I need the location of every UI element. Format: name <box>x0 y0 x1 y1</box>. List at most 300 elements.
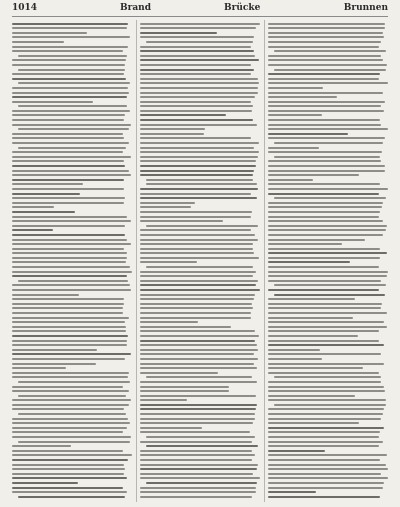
text-line <box>12 36 130 38</box>
text-line <box>140 92 258 94</box>
text-line <box>268 390 385 392</box>
text-line <box>274 284 386 286</box>
text-line <box>268 225 387 227</box>
text-line <box>268 386 384 388</box>
text-line <box>140 372 218 374</box>
text-line <box>146 266 253 268</box>
text-line <box>12 197 125 199</box>
text-line <box>12 317 129 319</box>
text-line <box>140 36 254 38</box>
text-line <box>12 335 128 337</box>
text-line <box>268 450 325 452</box>
text-line <box>140 220 223 222</box>
text-line <box>268 326 387 328</box>
text-line <box>12 101 93 103</box>
text-line <box>268 234 383 236</box>
running-head-center: Brücke <box>224 3 261 13</box>
text-line <box>140 280 258 282</box>
text-line <box>140 335 259 337</box>
text-line <box>140 422 253 424</box>
text-line <box>18 381 130 383</box>
text-line <box>268 298 355 300</box>
text-line <box>268 431 380 433</box>
text-line <box>268 55 381 57</box>
text-line <box>12 284 130 286</box>
text-line <box>140 257 259 259</box>
text-line <box>274 142 383 144</box>
text-line <box>268 349 320 351</box>
text-line <box>12 326 126 328</box>
text-line <box>12 165 125 167</box>
text-line <box>12 23 128 25</box>
text-line <box>140 202 195 204</box>
text-line <box>140 459 252 461</box>
text-line <box>12 372 129 374</box>
text-line <box>268 464 386 466</box>
text-line <box>140 87 258 89</box>
text-line <box>268 445 379 447</box>
text-line <box>12 64 125 66</box>
text-line <box>268 151 382 153</box>
text-line <box>268 114 322 116</box>
text-line <box>140 358 258 360</box>
running-head-right: Brunnen <box>343 3 388 13</box>
text-line <box>12 477 127 479</box>
text-line <box>140 78 258 80</box>
text-line <box>12 353 131 355</box>
text-line <box>140 399 187 401</box>
text-line <box>12 404 129 406</box>
text-line <box>268 358 322 360</box>
text-line <box>268 261 350 263</box>
text-line <box>268 119 380 121</box>
text-line <box>12 367 66 369</box>
text-line <box>140 468 257 470</box>
text-line <box>12 46 128 48</box>
text-line <box>12 78 126 80</box>
text-line <box>12 248 124 250</box>
text-line <box>12 431 123 433</box>
text-line <box>18 105 127 107</box>
text-line <box>140 312 251 314</box>
text-line <box>140 363 254 365</box>
text-line <box>268 344 384 346</box>
text-line <box>140 450 252 452</box>
text-line <box>268 321 384 323</box>
text-line <box>12 92 129 94</box>
text-column-left <box>12 20 132 502</box>
text-line <box>12 450 123 452</box>
text-line <box>140 137 251 139</box>
text-line <box>12 445 71 447</box>
text-line <box>140 239 258 241</box>
text-line <box>12 188 124 190</box>
text-line <box>12 473 124 475</box>
text-line <box>140 487 256 489</box>
text-line <box>146 179 253 181</box>
text-line <box>140 82 259 84</box>
text-line <box>12 27 127 29</box>
text-line <box>140 59 259 61</box>
text-line <box>140 147 254 149</box>
text-line <box>268 220 383 222</box>
text-line <box>268 413 383 415</box>
text-line <box>146 376 252 378</box>
text-line <box>140 23 260 25</box>
text-line <box>12 170 129 172</box>
text-line <box>12 243 131 245</box>
text-line <box>140 294 255 296</box>
text-line <box>140 284 256 286</box>
page-number: 1014 <box>12 3 38 13</box>
text-line <box>12 349 97 351</box>
text-line <box>12 294 79 296</box>
text-line <box>268 307 381 309</box>
text-line <box>140 317 251 319</box>
running-head-left: Brand <box>120 3 152 13</box>
text-line <box>268 216 379 218</box>
text-line <box>140 160 256 162</box>
text-line <box>12 454 132 456</box>
column-divider <box>136 20 137 502</box>
text-line <box>140 413 255 415</box>
text-line <box>268 441 383 443</box>
text-line <box>140 110 252 112</box>
text-line <box>140 321 198 323</box>
text-line <box>140 64 251 66</box>
text-line <box>268 496 380 498</box>
text-line <box>12 464 124 466</box>
text-line <box>268 73 380 75</box>
text-line <box>146 41 253 43</box>
text-line <box>12 151 123 153</box>
text-line <box>274 50 386 52</box>
text-line <box>268 41 381 43</box>
text-line <box>268 317 353 319</box>
text-line <box>268 206 382 208</box>
text-line <box>12 73 124 75</box>
text-line <box>140 73 251 75</box>
text-line <box>140 211 252 213</box>
text-line <box>12 114 125 116</box>
text-line <box>268 124 381 126</box>
text-line <box>268 468 388 470</box>
text-line <box>268 280 381 282</box>
text-line <box>12 307 123 309</box>
text-line <box>140 142 259 144</box>
text-line <box>12 422 130 424</box>
text-line <box>268 101 385 103</box>
text-line <box>268 188 388 190</box>
text-line <box>12 50 123 52</box>
text-line <box>12 220 131 222</box>
text-line <box>268 170 385 172</box>
text-line <box>268 229 386 231</box>
text-line <box>146 436 255 438</box>
text-line <box>140 119 253 121</box>
text-line <box>12 468 125 470</box>
text-line <box>140 105 253 107</box>
text-line <box>140 349 258 351</box>
text-line <box>140 491 256 493</box>
text-line <box>12 408 124 410</box>
text-line <box>12 32 87 34</box>
text-line <box>140 298 254 300</box>
text-line <box>140 96 255 98</box>
text-line <box>268 353 381 355</box>
text-line <box>18 413 126 415</box>
text-line <box>12 252 127 254</box>
text-line <box>140 124 257 126</box>
text-line <box>18 69 125 71</box>
text-line <box>12 427 127 429</box>
text-line <box>268 399 386 401</box>
text-line <box>268 165 385 167</box>
text-line <box>12 160 124 162</box>
text-line <box>140 261 197 263</box>
text-line <box>140 206 191 208</box>
text-line <box>268 372 379 374</box>
text-line <box>268 257 380 259</box>
text-line <box>140 46 251 48</box>
text-line <box>274 197 386 199</box>
text-line <box>12 133 123 135</box>
text-line <box>12 289 131 291</box>
text-line <box>268 330 379 332</box>
text-line <box>12 156 131 158</box>
text-line <box>268 59 383 61</box>
text-line <box>12 459 128 461</box>
text-line <box>268 491 316 493</box>
text-line <box>18 395 126 397</box>
text-line <box>268 202 383 204</box>
text-line <box>18 441 130 443</box>
text-line <box>268 252 387 254</box>
text-line <box>12 124 131 126</box>
text-line <box>268 340 379 342</box>
text-line <box>140 50 254 52</box>
text-line <box>274 376 381 378</box>
text-line <box>268 487 383 489</box>
text-line <box>12 261 126 263</box>
text-line <box>12 110 130 112</box>
text-line <box>140 418 255 420</box>
text-line <box>268 87 323 89</box>
text-line <box>268 137 385 139</box>
text-line <box>12 174 131 176</box>
text-line <box>140 367 257 369</box>
text-line <box>146 445 258 447</box>
text-line <box>140 289 260 291</box>
text-line <box>268 92 383 94</box>
text-line <box>268 436 379 438</box>
text-line <box>140 303 252 305</box>
text-line <box>140 390 229 392</box>
text-line <box>268 312 387 314</box>
text-line <box>140 464 258 466</box>
text-line <box>140 275 253 277</box>
text-line <box>268 367 363 369</box>
text-line <box>268 271 388 273</box>
text-line <box>140 427 202 429</box>
text-line <box>146 482 257 484</box>
header-rule <box>12 16 388 17</box>
text-line <box>268 96 337 98</box>
text-line <box>146 183 257 185</box>
text-line <box>274 404 386 406</box>
text-line <box>12 271 132 273</box>
text-line <box>12 298 124 300</box>
text-line <box>12 142 129 144</box>
text-line <box>140 473 253 475</box>
running-head <box>12 3 388 17</box>
text-line <box>140 193 251 195</box>
text-line <box>140 330 255 332</box>
text-line <box>12 363 96 365</box>
text-line <box>12 275 127 277</box>
text-line <box>140 248 253 250</box>
text-line <box>268 248 380 250</box>
text-line <box>12 41 64 43</box>
text-line <box>140 165 256 167</box>
text-line <box>268 427 384 429</box>
text-line <box>274 294 385 296</box>
text-line <box>12 436 131 438</box>
text-line <box>140 128 205 130</box>
text-line <box>12 225 125 227</box>
text-line <box>18 280 128 282</box>
text-line <box>12 59 126 61</box>
text-line <box>12 418 128 420</box>
text-line <box>274 156 380 158</box>
text-line <box>140 170 254 172</box>
text-line <box>268 459 380 461</box>
text-line <box>18 496 125 498</box>
text-line <box>12 491 127 493</box>
text-line <box>140 431 250 433</box>
text-line <box>12 211 75 213</box>
text-line <box>12 234 125 236</box>
text-line <box>12 399 131 401</box>
text-line <box>12 137 124 139</box>
text-line <box>146 225 258 227</box>
text-line <box>268 174 359 176</box>
text-line <box>140 133 204 135</box>
text-line <box>268 418 381 420</box>
text-line <box>140 404 257 406</box>
text-line <box>140 27 256 29</box>
text-line <box>140 326 231 328</box>
text-line <box>140 69 254 71</box>
text-line <box>140 271 256 273</box>
text-line <box>268 335 358 337</box>
text-line <box>12 96 127 98</box>
text-line <box>268 303 382 305</box>
text-line <box>268 477 388 479</box>
text-line <box>140 151 259 153</box>
text-line <box>140 441 252 443</box>
text-line <box>12 330 126 332</box>
text-column-right <box>268 20 388 502</box>
text-line <box>140 234 255 236</box>
text-line <box>18 82 130 84</box>
text-line <box>268 133 348 135</box>
text-line <box>18 147 126 149</box>
text-line <box>268 160 381 162</box>
text-line <box>12 321 125 323</box>
text-line <box>12 257 127 259</box>
text-line <box>268 454 387 456</box>
text-line <box>268 105 381 107</box>
text-line <box>268 27 385 29</box>
text-line <box>140 477 260 479</box>
text-line <box>268 243 342 245</box>
text-line <box>268 179 313 181</box>
text-line <box>140 252 254 254</box>
text-line <box>274 69 386 71</box>
text-line <box>12 183 83 185</box>
text-line <box>140 454 255 456</box>
text-line <box>12 239 127 241</box>
text-line <box>268 289 379 291</box>
text-line <box>268 473 381 475</box>
text-line <box>268 46 379 48</box>
text-line <box>268 82 388 84</box>
text-line <box>12 312 123 314</box>
text-line <box>140 32 217 34</box>
text-line <box>12 202 124 204</box>
text-line <box>140 386 229 388</box>
text-line <box>12 482 78 484</box>
text-line <box>268 211 380 213</box>
text-line <box>268 147 319 149</box>
text-line <box>140 395 256 397</box>
text-line <box>268 363 384 365</box>
text-line <box>12 386 123 388</box>
text-line <box>140 229 251 231</box>
text-line <box>12 206 54 208</box>
text-line <box>140 197 257 199</box>
text-line <box>140 496 252 498</box>
text-line <box>268 482 384 484</box>
text-line <box>268 193 379 195</box>
text-line <box>140 174 253 176</box>
text-line <box>268 128 388 130</box>
text-line <box>18 128 129 130</box>
text-line <box>268 275 387 277</box>
text-line <box>268 64 387 66</box>
text-line <box>12 358 125 360</box>
text-line <box>268 266 379 268</box>
text-line <box>268 78 379 80</box>
text-line <box>268 23 385 25</box>
text-line <box>140 101 251 103</box>
text-line <box>12 229 53 231</box>
text-line <box>268 422 359 424</box>
text-line <box>12 179 124 181</box>
column-divider <box>264 20 265 502</box>
text-line <box>140 216 251 218</box>
text-line <box>140 55 255 57</box>
text-line <box>140 243 253 245</box>
text-line <box>140 353 254 355</box>
text-line <box>12 87 128 89</box>
text-line <box>140 381 257 383</box>
text-line <box>140 156 258 158</box>
text-line <box>140 188 258 190</box>
text-line <box>140 408 256 410</box>
text-line <box>268 395 355 397</box>
